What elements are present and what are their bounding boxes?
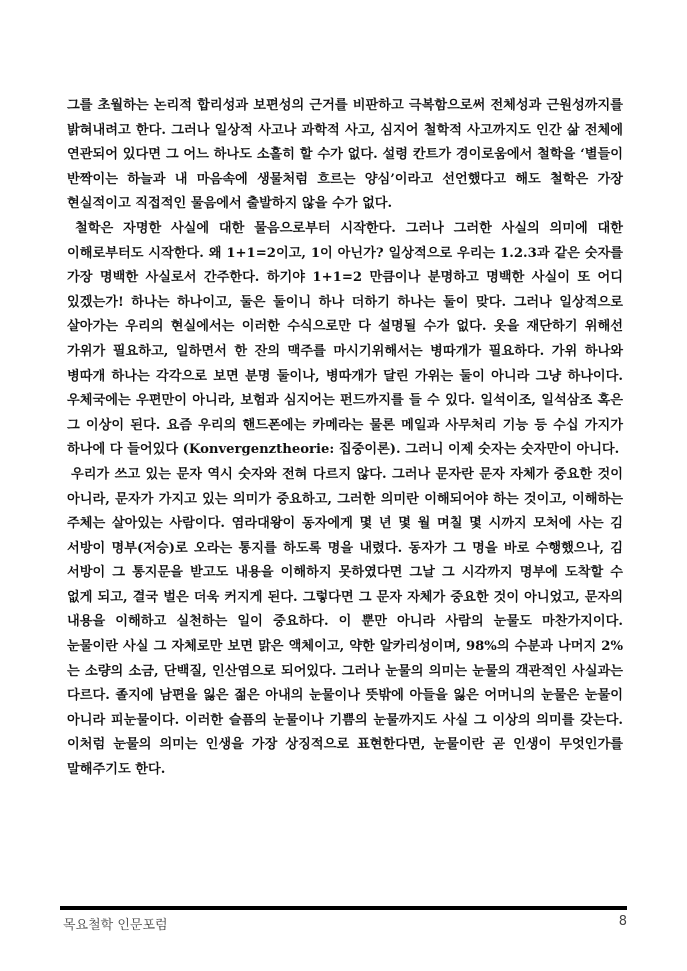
page-number: 8 [618, 914, 627, 929]
footer-rule [60, 906, 627, 910]
footer-title: 목요철학 인문포럼 [63, 918, 168, 933]
paragraph-1: 그를 초월하는 논리적 합리성과 보편성의 근거를 비판하고 극복함으로써 전체성과 근원성까지를 밝혀내려고 한다. 그러나 일상적 사고나 과학적 사고, 심지어 철학적 사고까지도 인간 삶 전체에 연관되어 있다면 그 어느 하나도 소홀히 할 수가 없다. 설령 칸트가 경이로움에서 철학을 ‘별들이 반짝이는 하늘과 내 마음속에 생물처럼 흐르는 양심’이라고 선언했다고 해도 철학은 가장 현실적이고 직접적인 물음에서 출발하지 않을 수가 없다. [67, 98, 623, 212]
paragraph-2: 철학은 자명한 사실에 대한 물음으로부터 시작한다. 그러나 그러한 사실의 의미에 대한 이해로부터도 시작한다. 왜 1+1=2이고, 1이 아닌가? 일상적으로 우리는 1.2.3과 같은 숫자를 가장 명백한 사실로서 간주한다. 하기야 1+1=2 만큼이나 분명하고 명백한 사실이 또 어디 있겠는가! 하나는 하나이고, 둘은 둘이니 하나 더하기 하나는 둘이 맞다. 그러나 일상적으로 살아가는 우리의 현실에서는 이러한 수식으로만 다 설명될 수가 없다. 옷을 재단하기 위해선 가위가 필요하고, 일하면서 한 잔의 맥주를 마시기위해서는 병따개가 필요하다. 가위 하나와 병따개 하나는 각각으로 보면 분명 둘이나, 병따개가 달린 가위는 둘이 아니라 그냥 하나이다. 우체국에는 우편만이 아니라, 보험과 심지어는 펀드까지를 들 수 있다. 일석이조, 일석삼조 혹은 그 이상이 된다. 요즘 우리의 핸드폰에는 카메라는 물론 메일과 사무처리 기능 등 수십 가지가 하나에 다 들어있다 (Konvergenztheorie: 집중이론). 그러니 이제 숫자는 숫자만이 아니다. [67, 220, 623, 458]
body-text [67, 94, 623, 783]
paragraph-3: 우리가 쓰고 있는 문자 역시 숫자와 전혀 다르지 않다. 그러나 문자란 문자 자체가 중요한 것이 아니라, 문자가 가지고 있는 의미가 중요하고, 그러한 의미란 이해되어야 하는 것이고, 이해하는 주체는 살아있는 사람이다. 염라대왕이 동자에게 몇 년 몇 월 며칠 몇 시까지 모처에 사는 김 서방이 명부(저승)로 오라는 통지를 하도록 명을 내렸다. 동자가 그 명을 바로 수행했으나, 김 서방이 그 통지문을 받고도 내용을 이해하지 못하였다면 그날 그 시각까지 명부에 도착할 수 없게 되고, 결국 벌은 더욱 커지게 된다. 그렇다면 그 문자 자체가 중요한 것이 아니었고, 문자의 내용을 이해하고 실천하는 일이 중요하다. 이 뿐만 아니라 사람의 눈물도 마찬가지이다. 눈물이란 사실 그 자체로만 보면 맑은 액체이고, 약한 알카리성이며, 98%의 수분과 나머지 2%는 소량의 소금, 단백질, 인산염으로 되어있다. 그러나 눈물의 의미는 눈물의 객관적인 사실과는 다르다. 졸지에 남편을 잃은 젊은 아내의 눈물이나 뜻밖에 아들을 잃은 어머니의 눈물은 눈물이 아니라 피눈물이다. 이러한 슬픔의 눈물이나 기쁨의 눈물까지도 사실 그 이상의 의미를 갖는다. 이처럼 눈물의 의미는 인생을 가장 상징적으로 표현한다면, 눈물이란 곧 인생이 무엇인가를 말해주기도 한다. [67, 466, 623, 778]
